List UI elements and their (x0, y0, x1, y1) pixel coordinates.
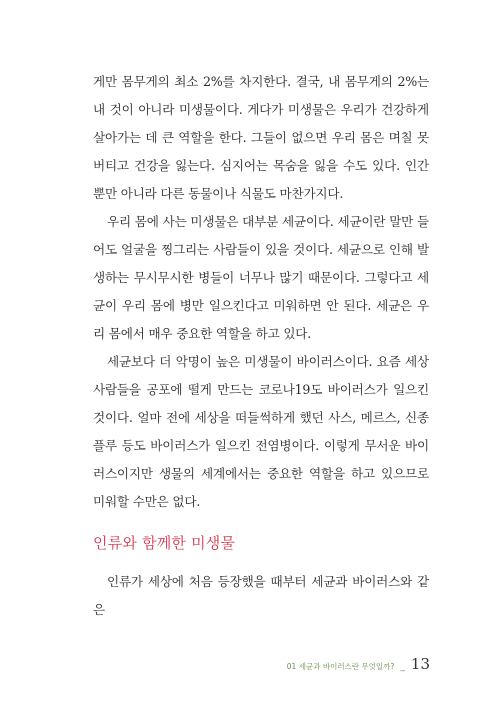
paragraph-3: 세균보다 더 악명이 높은 미생물이 바이러스이다. 요즘 세상 사람들을 공포에 떨게 만드는 코로나19도 바이러스가 일으킨 것이다. 얼마 전에 세상을 떠들썩하게 했던 사스, 메르스, 신종플루 등도 바이러스가 일으킨 전염병이다. 이렇게 무서운 바이러스이지만 생물의 세계에서는 중요한 역할을 하고 있으므로 미워할 수만은 없다. (93, 354, 429, 509)
paragraph-2: 우리 몸에 사는 미생물은 대부분 세균이다. 세균이란 말만 들어도 얼굴을 찡그리는 사람들이 있을 것이다. 세균으로 인해 발생하는 무시무시한 병들이 너무나 많기 때문이다. 그렇다고 세균이 우리 몸에 병만 일으킨다고 미워하면 안 된다. 세균은 우리 몸에서 매우 중요한 역할을 하고 있다. (93, 214, 429, 341)
body-paragraphs (93, 68, 429, 516)
running-chapter-title: 01 세균과 바이러스란 무엇일까? (286, 662, 395, 671)
paragraph-1: 게만 몸무게의 최소 2%를 차지한다. 결국, 내 몸무게의 2%는 내 것이 아니라 미생물이다. 게다가 미생물은 우리가 건강하게 살아가는 데 큰 역할을 한다. 그들이 없으면 우리 몸은 며칠 못 버티고 건강을 잃는다. 심지어는 목숨을 잃을 수도 있다. 인간뿐만 아니라 다른 동물이나 식물도 마찬가지다. (93, 74, 429, 201)
page-number: 13 (410, 655, 430, 673)
footer-separator: _ (400, 662, 405, 672)
section-heading: 인류와 함께한 미생물 (93, 534, 236, 552)
paragraph-4: 인류가 세상에 처음 등장했을 때부터 세균과 바이러스와 같은 (93, 574, 429, 617)
closing-paragraph-block (93, 568, 429, 624)
page-footer (287, 655, 430, 673)
